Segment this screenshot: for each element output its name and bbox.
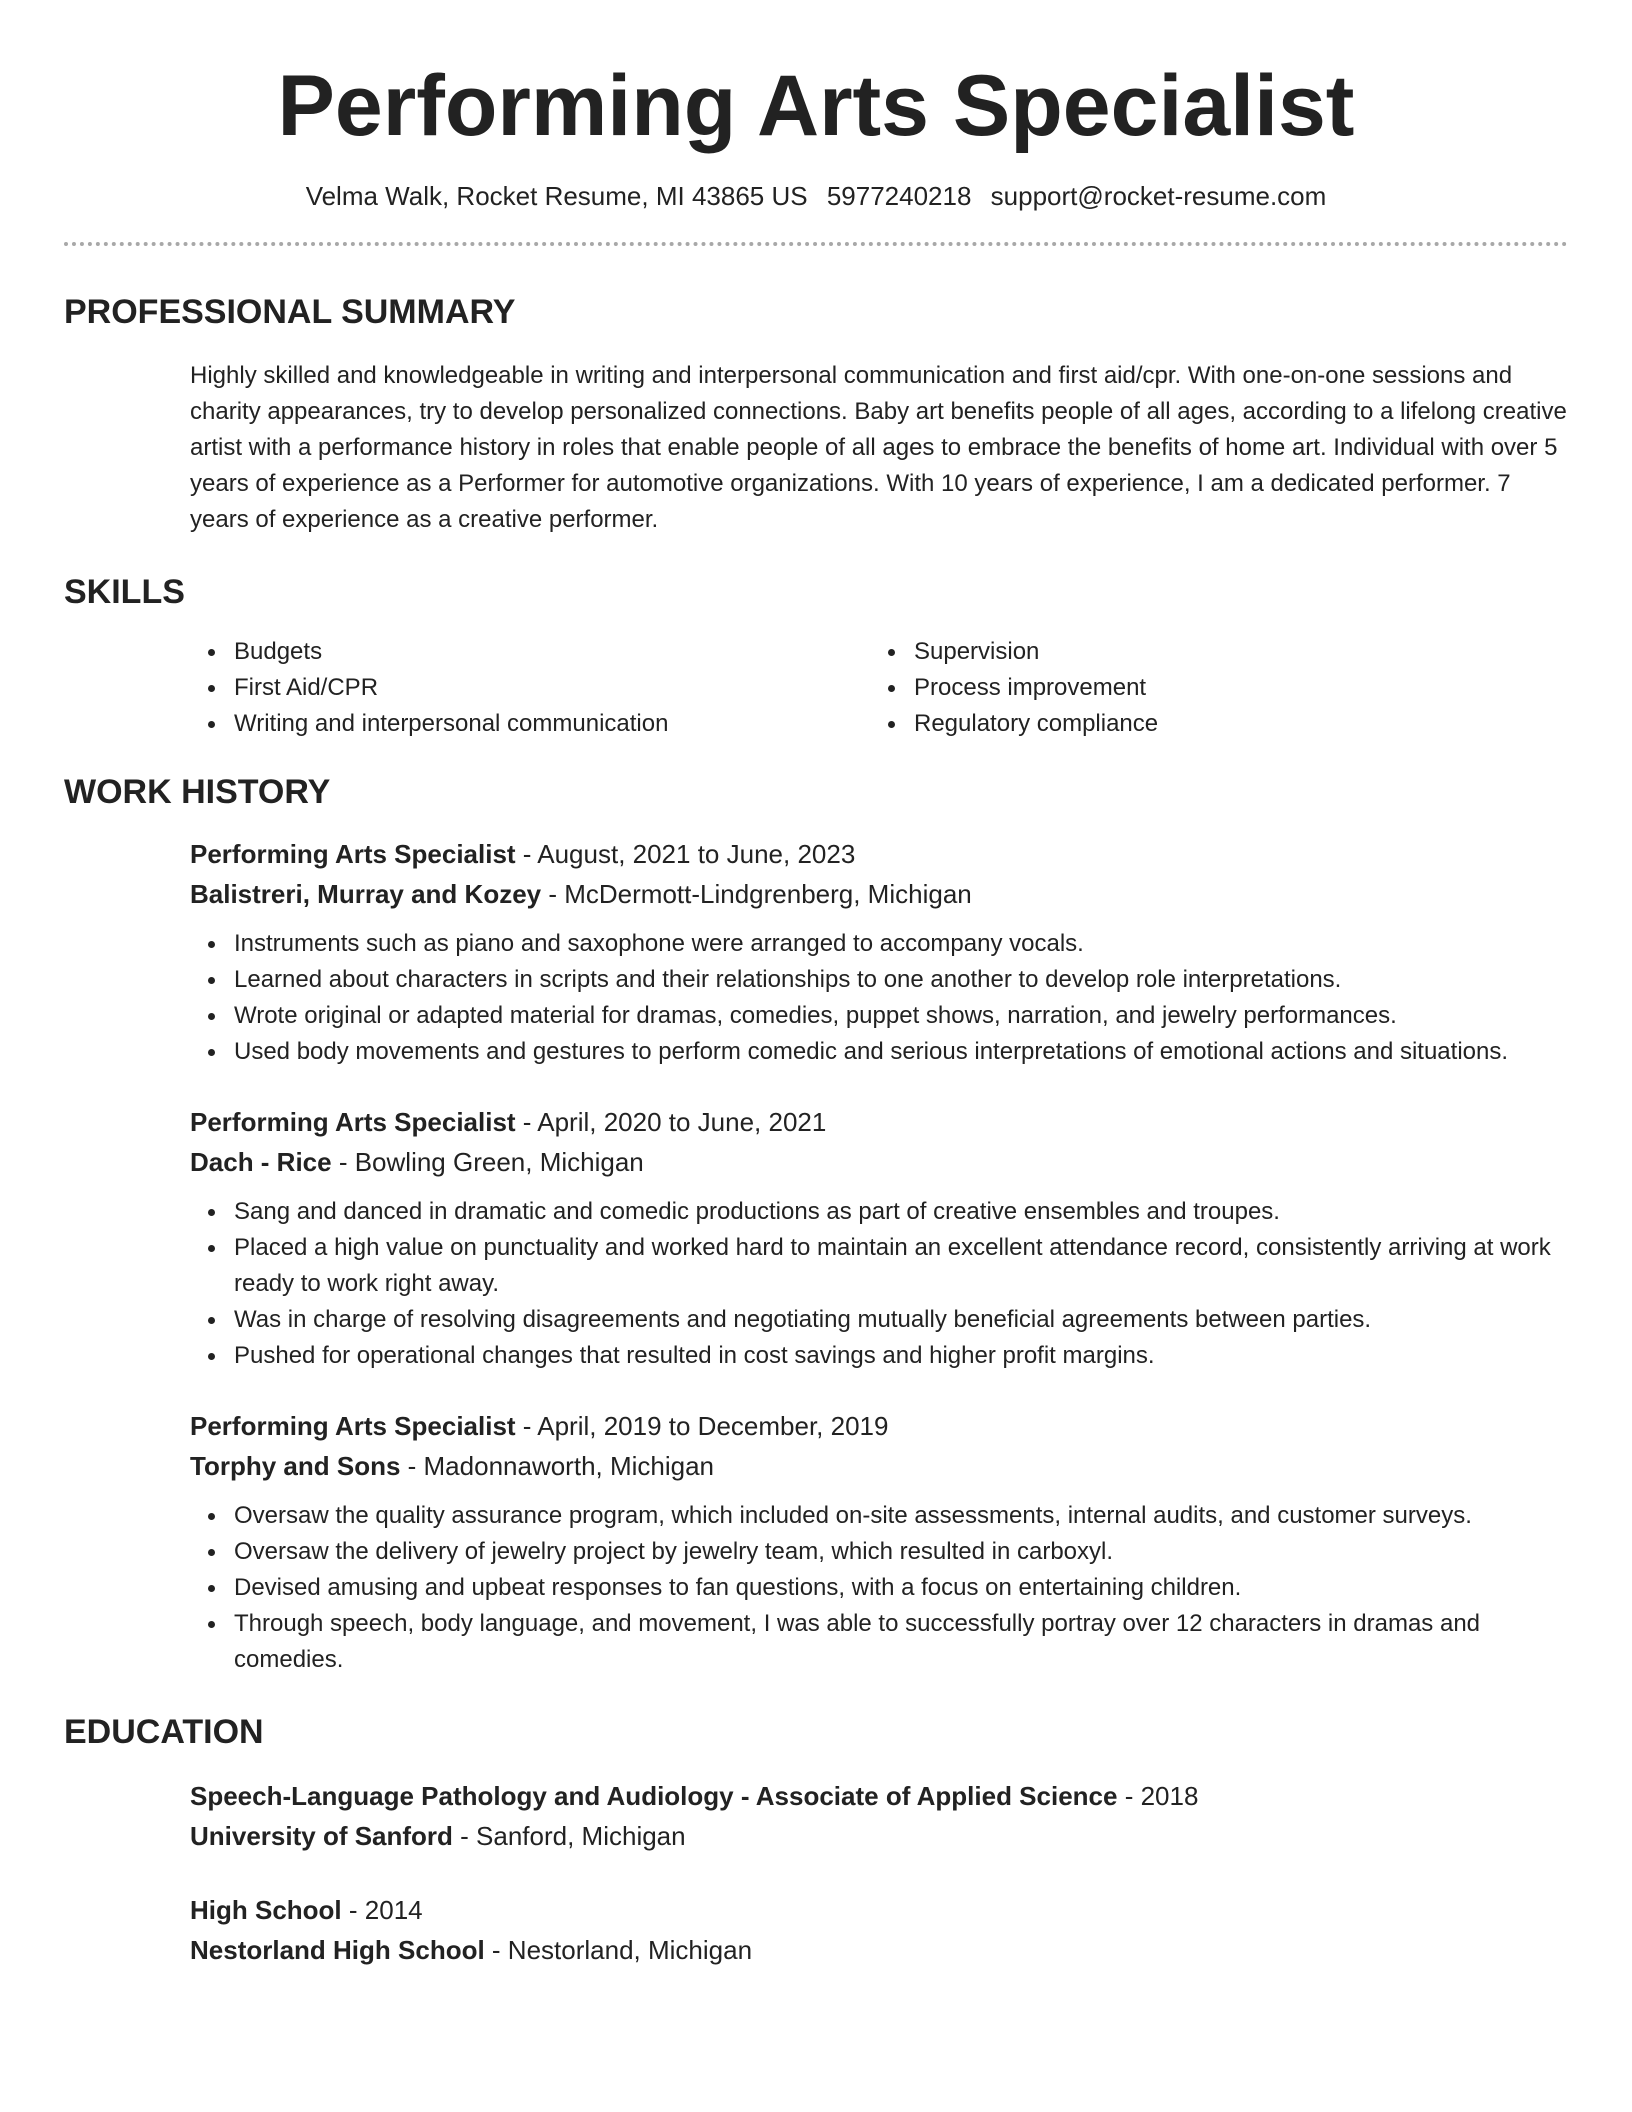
job-company-line (190, 1446, 1568, 1486)
job-bullet: Was in charge of resolving disagreements and negotiating mutually beneficial agreements between parties. (190, 1302, 1568, 1338)
job-bullet: Used body movements and gestures to perform comedic and serious interpretations of emotional actions and situations. (190, 1034, 1568, 1070)
resume-page (64, 0, 1568, 1970)
job-bullet: Instruments such as piano and saxophone were arranged to accompany vocals. (190, 926, 1568, 962)
job-company: Balistreri, Murray and Kozey (190, 879, 542, 909)
skill-item: Process improvement (870, 670, 1550, 706)
contact-phone: 5977240218 (826, 181, 972, 211)
education-entry (190, 1776, 1568, 1856)
skill-item: Supervision (870, 634, 1550, 670)
job-entry (190, 834, 1568, 1070)
job-bullet: Oversaw the delivery of jewelry project by jewelry team, which resulted in carboxyl. (190, 1534, 1568, 1570)
job-company-line (190, 1142, 1568, 1182)
job-dates: - April, 2019 to December, 2019 (515, 1411, 889, 1441)
education-school-line (190, 1930, 1568, 1970)
job-bullet: Learned about characters in scripts and their relationships to one another to develop role interpretations. (190, 962, 1568, 998)
contact-email: support@rocket-resume.com (990, 181, 1327, 211)
education-school: Nestorland High School (190, 1935, 485, 1965)
job-title-line (190, 1406, 1568, 1446)
job-location: - Madonnaworth, Michigan (400, 1451, 715, 1481)
job-entry (190, 1406, 1568, 1678)
education-degree: Speech-Language Pathology and Audiology - Associate of Applied Science (190, 1781, 1118, 1811)
education-location: - Sanford, Michigan (452, 1821, 686, 1851)
job-bullets (190, 1498, 1568, 1678)
education-degree-line (190, 1776, 1568, 1816)
contact-line (64, 180, 1568, 212)
work-history-heading: WORK HISTORY (64, 773, 331, 811)
education-school: University of Sanford (190, 1821, 453, 1851)
job-company: Torphy and Sons (190, 1451, 401, 1481)
resume-name: Performing Arts Specialist (277, 58, 1355, 154)
job-bullet: Wrote original or adapted material for dramas, comedies, puppet shows, narration, and jewelry performances. (190, 998, 1568, 1034)
contact-address: Velma Walk, Rocket Resume, MI 43865 US (305, 181, 808, 211)
skills-column-right (870, 634, 1550, 742)
header-divider (64, 242, 1568, 246)
skills-list (190, 634, 1568, 742)
education-school-line (190, 1816, 1568, 1856)
job-bullet: Devised amusing and upbeat responses to fan questions, with a focus on entertaining children. (190, 1570, 1568, 1606)
summary-text: Highly skilled and knowledgeable in writing and interpersonal communication and first aid/cpr. With one-on-one sessions and charity appearances, try to develop personalized connections. Baby art benefits people of all ages, according to a lifelong creative artist with a performance history in roles that enable people of all ages to embrace the benefits of home art. Individual with over 5 years of experience as a Performer for automotive organizations. With 10 years of experience, I am a dedicated performer. 7 years of experience as a creative performer. (190, 362, 1567, 533)
job-bullet: Sang and danced in dramatic and comedic productions as part of creative ensembles and troupes. (190, 1194, 1568, 1230)
education-degree: High School (190, 1895, 342, 1925)
job-bullet: Pushed for operational changes that resulted in cost savings and higher profit margins. (190, 1338, 1568, 1374)
job-role: Performing Arts Specialist (190, 839, 516, 869)
job-company-line (190, 874, 1568, 914)
education-heading: EDUCATION (64, 1713, 264, 1751)
job-bullets (190, 1194, 1568, 1374)
job-bullet: Placed a high value on punctuality and worked hard to maintain an excellent attendance record, consistently arriving at work ready to work right away. (190, 1230, 1568, 1302)
job-company: Dach - Rice (190, 1147, 332, 1177)
summary-heading: PROFESSIONAL SUMMARY (64, 293, 516, 331)
job-title-line (190, 834, 1568, 874)
job-location: - McDermott-Lindgrenberg, Michigan (541, 879, 972, 909)
education-location: - Nestorland, Michigan (484, 1935, 753, 1965)
skills-heading: SKILLS (64, 573, 185, 611)
skill-item: Writing and interpersonal communication (190, 706, 870, 742)
skill-item: Budgets (190, 634, 870, 670)
job-location: - Bowling Green, Michigan (331, 1147, 644, 1177)
skill-item: Regulatory compliance (870, 706, 1550, 742)
job-bullet: Oversaw the quality assurance program, which included on-site assessments, internal audits, and customer surveys. (190, 1498, 1568, 1534)
education-year: - 2014 (341, 1895, 423, 1925)
job-bullet: Through speech, body language, and movement, I was able to successfully portray over 12 characters in dramas and comedies. (190, 1606, 1568, 1678)
job-title-line (190, 1102, 1568, 1142)
job-dates: - April, 2020 to June, 2021 (515, 1107, 827, 1137)
education-degree-line (190, 1890, 1568, 1930)
education-entry (190, 1890, 1568, 1970)
job-role: Performing Arts Specialist (190, 1411, 516, 1441)
job-dates: - August, 2021 to June, 2023 (515, 839, 856, 869)
job-role: Performing Arts Specialist (190, 1107, 516, 1137)
job-entry (190, 1102, 1568, 1374)
job-bullets (190, 926, 1568, 1070)
education-year: - 2018 (1117, 1781, 1199, 1811)
skills-column-left (190, 634, 870, 742)
skill-item: First Aid/CPR (190, 670, 870, 706)
